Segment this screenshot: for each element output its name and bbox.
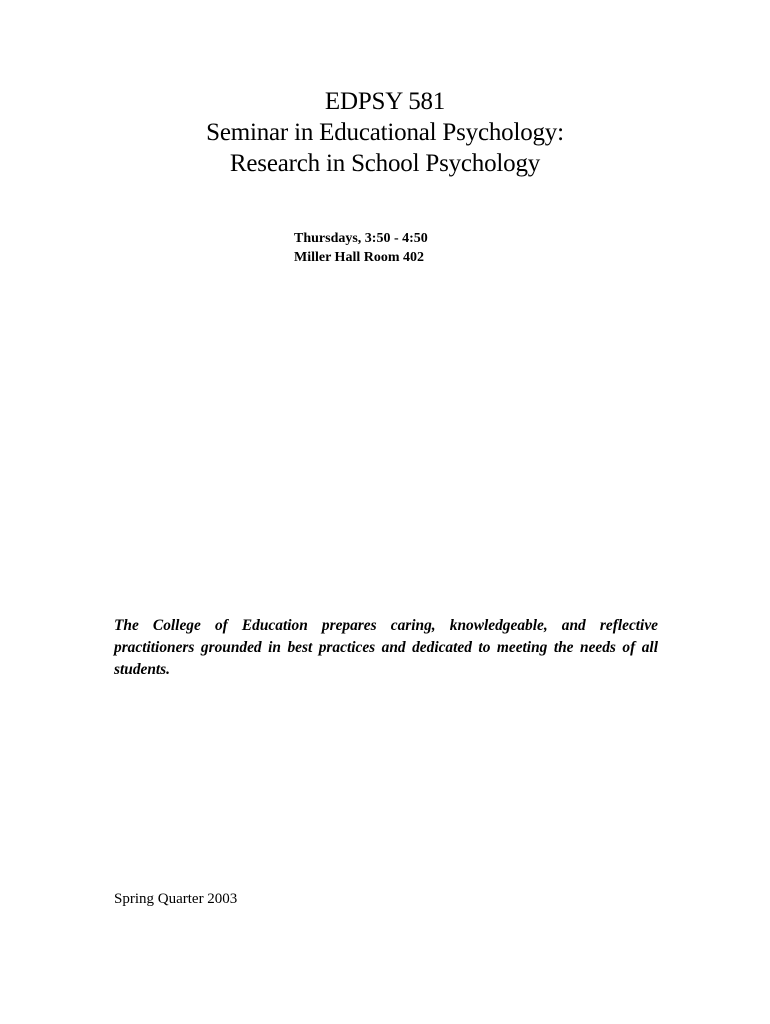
course-title-line-1: Seminar in Educational Psychology:	[206, 119, 564, 146]
course-title-block	[0, 86, 770, 179]
meeting-time: Thursdays, 3:50 - 4:50	[294, 231, 428, 246]
term-label: Spring Quarter 2003	[114, 891, 238, 907]
meeting-location: Miller Hall Room 402	[294, 250, 424, 265]
course-code: EDPSY 581	[324, 88, 446, 115]
course-title-line-2: Research in School Psychology	[229, 150, 541, 177]
mission-statement: The College of Education prepares caring, knowledgeable, and reflective practitioners grounded in best practices and dedicated to meeting the needs of all students.	[114, 617, 658, 678]
meeting-info	[294, 229, 428, 267]
